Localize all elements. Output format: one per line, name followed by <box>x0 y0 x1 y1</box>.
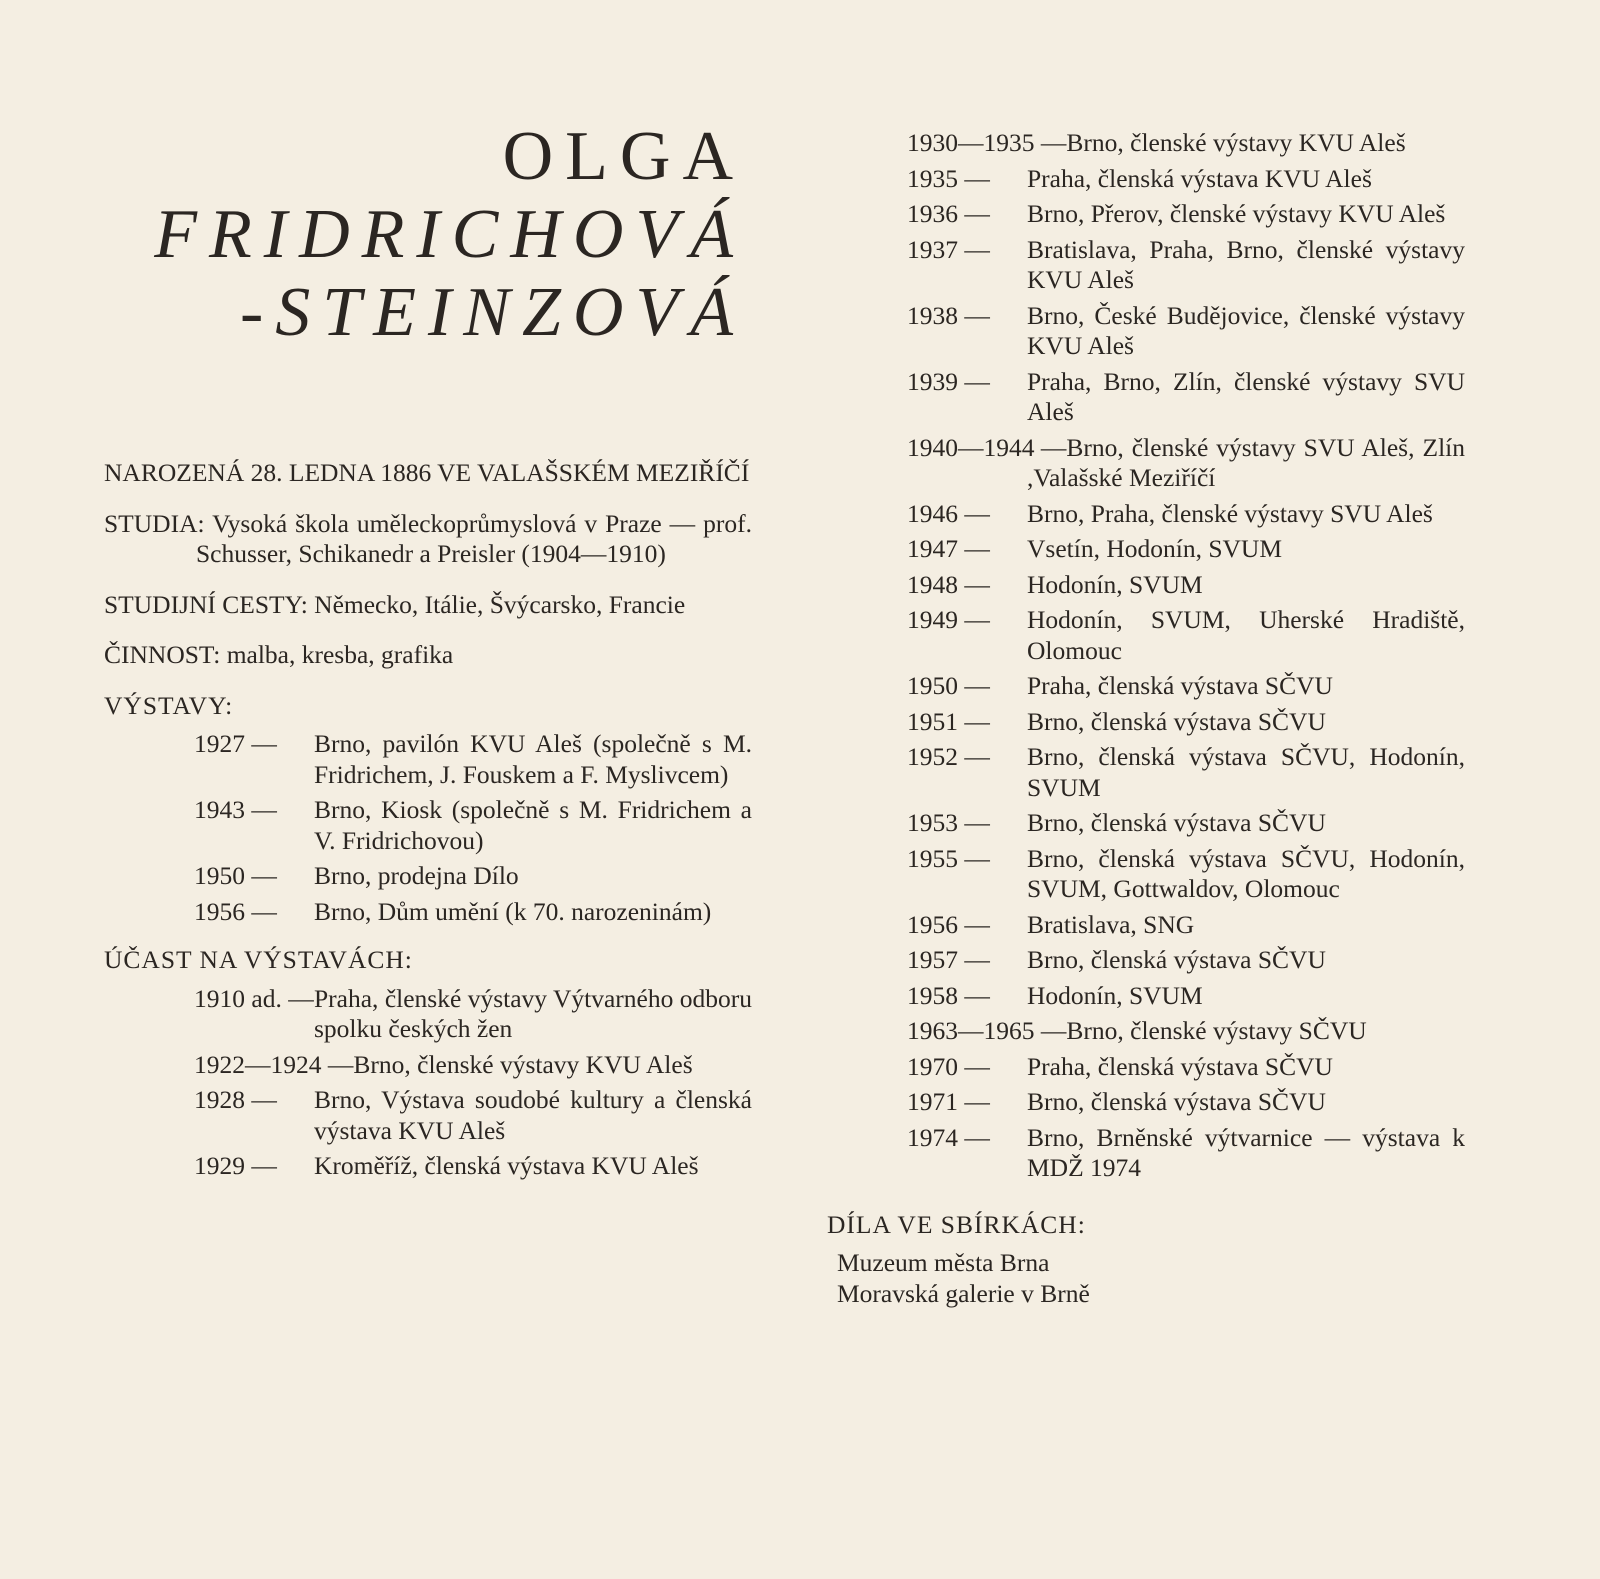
entry-year: 1946 — <box>907 498 990 528</box>
exhibition-entry <box>907 235 1465 296</box>
entry-year: 1956 — <box>194 896 277 926</box>
entry-text: Brno, České Budějovice, členské výstavy KVU Aleš <box>1027 300 1465 360</box>
entry-year: 1929 — <box>194 1151 277 1180</box>
study-trips-info: STUDIJNÍ CESTY: Německo, Itálie, Švýcarsko, Francie <box>104 589 686 619</box>
studies-info: STUDIA: Vysoká škola uměleckoprůmyslová v Praze — prof. Schusser, Schikanedr a Preisler (1904—1910) <box>104 508 752 568</box>
exhibition-entry <box>194 729 752 790</box>
exhibition-entry <box>907 742 1465 803</box>
entry-text: Bratislava, SNG <box>1027 909 1195 939</box>
exhibition-entry <box>907 605 1465 666</box>
exhibition-entry <box>907 671 1465 702</box>
entry-text: Brno, členská výstava SČVU <box>1027 945 1326 974</box>
exhibition-entry <box>907 199 1465 230</box>
entry-text: Brno, Výstava soudobé kultury a členská výstava KVU Aleš <box>314 1085 752 1145</box>
collections-heading: DÍLA VE SBÍRKÁCH: <box>827 1209 1086 1239</box>
entry-text: Bratislava, Praha, Brno, členské výstavy KVU Aleš <box>1027 234 1465 294</box>
entry-year: 1970 — <box>907 1051 990 1081</box>
entry-year: 1963—1965 — <box>907 1016 1067 1045</box>
entry-year: 1940—1944 — <box>907 432 1067 462</box>
exhibition-entry <box>907 570 1465 601</box>
exhibition-entry <box>907 945 1465 976</box>
entry-text: Brno, členská výstava SČVU <box>1027 808 1326 837</box>
entry-year: 1943 — <box>194 795 277 824</box>
title-line: -STEINZOVÁ <box>240 274 745 351</box>
entry-text: Praha, členská výstava SČVU <box>1027 671 1333 700</box>
exhibitions-heading: VÝSTAVY: <box>104 690 234 720</box>
entry-year: 1927 — <box>194 729 277 758</box>
entry-year: 1951 — <box>907 706 990 736</box>
left-column <box>104 458 752 1200</box>
activity-info: ČINNOST: malba, kresba, grafika <box>104 640 454 669</box>
exhibition-entry <box>907 1016 1465 1047</box>
exhibition-entry <box>907 910 1465 941</box>
exhibition-entry <box>194 1085 752 1146</box>
entry-year: 1947 — <box>907 534 990 563</box>
entry-year: 1936 — <box>907 199 990 228</box>
title-line: OLGA <box>502 118 745 195</box>
entry-year: 1952 — <box>907 742 990 771</box>
participation-list <box>104 984 752 1182</box>
entry-text: Hodonín, SVUM <box>1027 980 1203 1010</box>
exhibition-entry <box>907 808 1465 839</box>
exhibition-entry <box>194 795 752 856</box>
entry-year: 1950 — <box>907 671 990 700</box>
exhibition-entry <box>194 1151 752 1182</box>
exhibition-entry <box>907 1123 1465 1184</box>
entry-year: 1938 — <box>907 300 990 330</box>
entry-year: 1955 — <box>907 843 990 873</box>
entry-text: Brno, členské výstavy KVU Aleš <box>353 1049 693 1079</box>
entry-text: Brno, Přerov, členské výstavy KVU Aleš <box>1027 199 1446 228</box>
entry-text: Brno, členská výstava SČVU, Hodonín, SVUM <box>1027 742 1465 802</box>
entry-text: Brno, Dům umění (k 70. narozeninám) <box>314 896 712 926</box>
entry-text: Brno, členské výstavy SVU Aleš, Zlín ,Valašské Meziříčí <box>1027 432 1465 492</box>
right-column <box>827 128 1465 1309</box>
entry-year: 1958 — <box>907 980 990 1010</box>
exhibition-entry <box>907 433 1465 494</box>
entry-text: Brno, členské výstavy SČVU <box>1066 1016 1367 1045</box>
entry-text: Praha, členské výstavy Výtvarného odboru spolku českých žen <box>314 983 752 1043</box>
exhibition-entry <box>907 1087 1465 1118</box>
entry-year: 1953 — <box>907 808 990 837</box>
entry-text: Brno, Brněnské výtvarnice — výstava k MDŽ 1974 <box>1027 1122 1465 1182</box>
exhibition-entry <box>907 367 1465 428</box>
entry-year: 1937 — <box>907 234 990 264</box>
entry-text: Vsetín, Hodonín, SVUM <box>1027 534 1283 563</box>
entry-year: 1971 — <box>907 1087 990 1116</box>
collections-list <box>827 1248 1465 1309</box>
entry-year: 1922—1924 — <box>194 1049 354 1079</box>
entry-text: Brno, členské výstavy KVU Aleš <box>1066 128 1406 157</box>
entry-text: Brno, prodejna Dílo <box>314 861 519 890</box>
entry-text: Hodonín, SVUM <box>1027 569 1203 599</box>
entry-text: Hodonín, SVUM, Uherské Hradiště, Olomouc <box>1027 605 1465 665</box>
exhibition-entry <box>907 164 1465 195</box>
entry-year: 1949 — <box>907 605 990 634</box>
exhibition-entry <box>907 707 1465 738</box>
entry-year: 1950 — <box>194 861 277 890</box>
exhibition-entry <box>907 534 1465 565</box>
entry-text: Brno, Praha, členské výstavy SVU Aleš <box>1027 498 1433 528</box>
exhibition-entry <box>907 844 1465 905</box>
entry-text: Praha, Brno, Zlín, členské výstavy SVU Aleš <box>1027 366 1465 426</box>
entry-year: 1939 — <box>907 366 990 396</box>
entry-text: Brno, pavilón KVU Aleš (společně s M. Fridrichem, J. Fouskem a F. Myslivcem) <box>314 729 752 789</box>
exhibition-entry <box>194 897 752 928</box>
exhibition-entry <box>907 981 1465 1012</box>
entry-year: 1935 — <box>907 163 990 193</box>
exhibitions-list <box>104 729 752 927</box>
entry-year: 1930—1935 — <box>907 128 1067 157</box>
exhibition-entry <box>907 1052 1465 1083</box>
entry-text: Kroměříž, členská výstava KVU Aleš <box>314 1151 699 1180</box>
exhibition-entry <box>907 128 1465 159</box>
entry-year: 1974 — <box>907 1122 990 1152</box>
collection-item: Moravská galerie v Brně <box>837 1278 1090 1308</box>
entry-year: 1910 ad. — <box>194 983 314 1013</box>
exhibition-entry <box>907 499 1465 530</box>
entry-text: Brno, členská výstava SČVU <box>1027 1087 1326 1116</box>
participation-list-continued <box>907 128 1465 1184</box>
entry-year: 1948 — <box>907 569 990 599</box>
exhibition-entry <box>194 1050 752 1081</box>
entry-text: Brno, členská výstava SČVU, Hodonín, SVUM, Gottwaldov, Olomouc <box>1027 843 1465 903</box>
exhibition-entry <box>907 301 1465 362</box>
exhibition-entry <box>194 984 752 1045</box>
title-line: FRIDRICHOVÁ <box>154 196 745 273</box>
entry-text: Praha, členská výstava KVU Aleš <box>1027 163 1372 193</box>
entry-text: Praha, členská výstava SČVU <box>1027 1051 1333 1081</box>
collection-item: Muzeum města Brna <box>837 1248 1050 1277</box>
entry-text: Brno, Kiosk (společně s M. Fridrichem a V. Fridrichovou) <box>314 795 752 855</box>
birth-info: NAROZENÁ 28. LEDNA 1886 VE VALAŠSKÉM MEZIŘÍČÍ <box>104 458 750 487</box>
entry-year: 1957 — <box>907 945 990 974</box>
entry-year: 1956 — <box>907 909 990 939</box>
artist-name-title <box>154 118 745 352</box>
exhibition-entry <box>194 861 752 892</box>
entry-year: 1928 — <box>194 1085 277 1114</box>
entry-text: Brno, členská výstava SČVU <box>1027 706 1326 736</box>
participation-heading: ÚČAST NA VÝSTAVÁCH: <box>104 945 413 974</box>
